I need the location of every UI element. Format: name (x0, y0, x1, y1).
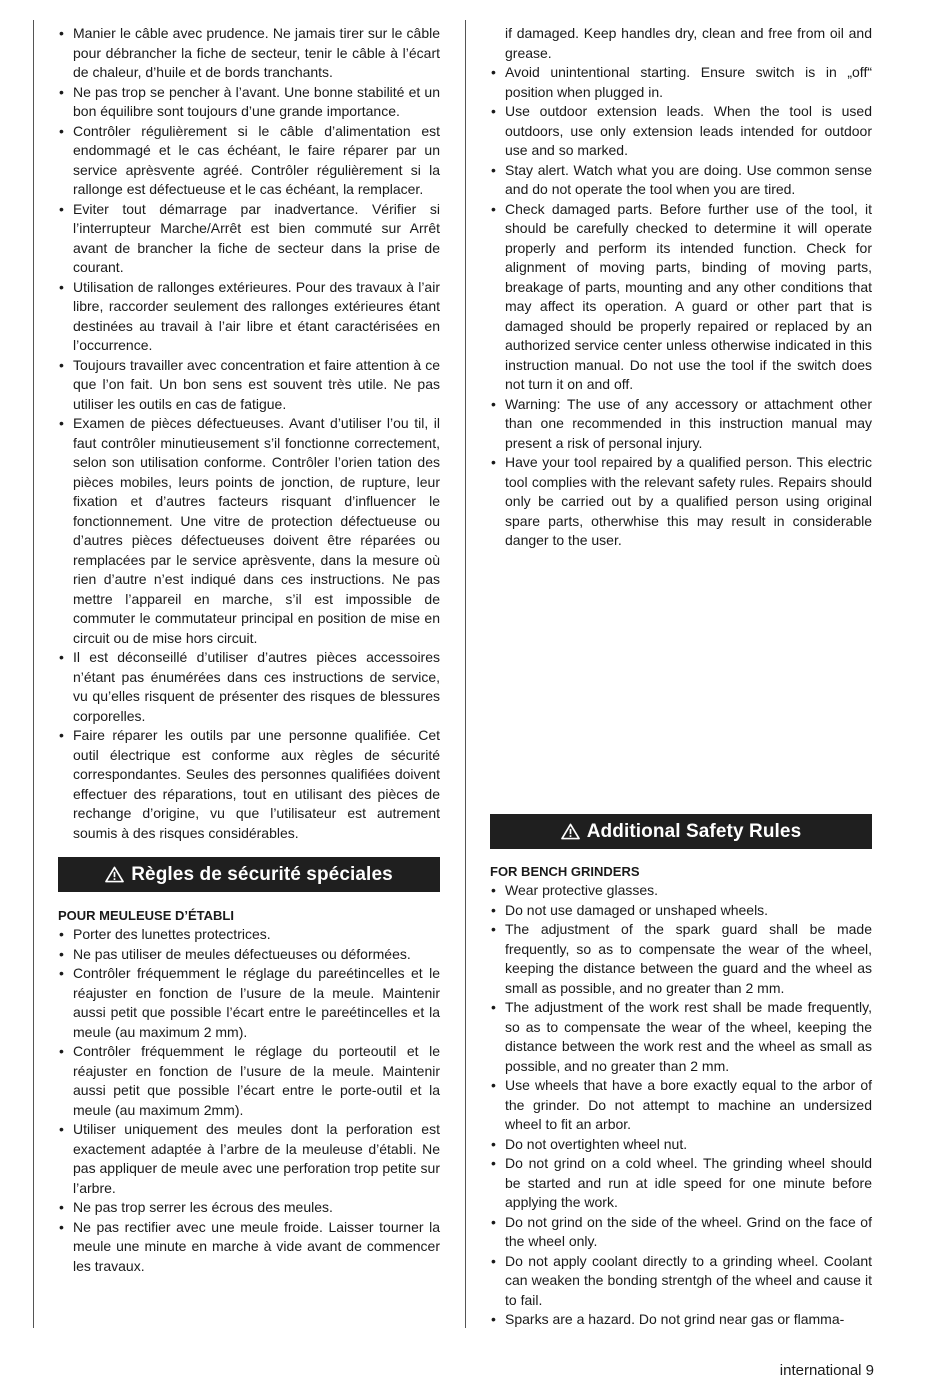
list-item: • Ne pas utiliser de meules défectueuses ou déformées. (58, 945, 440, 965)
general-rules-list-fr (58, 24, 440, 843)
section-banner-fr (58, 857, 440, 892)
page-footer: international 9 (779, 1362, 874, 1379)
list-item: • Contrôler fréquemment le réglage du pareétincelles et le réajuster en fonction de l’usure de la meule. Maintenir aussi petit que possible l’écart entre le pareétincelles et la meule (au maximum 2 mm). (58, 964, 440, 1042)
list-item: • The adjustment of the spark guard shall be made frequently, so as to compensate the wear of the wheel, keeping the distance between the guard and the wheel as small as possible, and no greater than 2 mm. (490, 920, 872, 998)
warning-triangle-icon (105, 866, 124, 883)
list-item: • Eviter tout démarrage par inadvertance. Vérifier si l’interrupteur Marche/Arrêt est bien commuté sur Arrêt avant de brancher la fiche de secteur dans la prise de courant. (58, 200, 440, 278)
list-item: • Do not grind on the side of the wheel. Grind on the face of the wheel only. (490, 1213, 872, 1252)
list-item: • Have your tool repaired by a qualified person. This electric tool complies with the relevant safety rules. Repairs should only be carried out by a qualified person using original spare parts, otherwhise this may result in considerable danger to the user. (490, 453, 872, 551)
list-item: • Il est déconseillé d’utiliser d’autres pièces accessoires n’étant pas énumérées dans ces instructions de service, vu qu’elles risquent de présenter des risques de blessures corporelles. (58, 648, 440, 726)
list-item: • Ne pas rectifier avec une meule froide. Laisser tourner la meule une minute en marche à vide avant de commencer les travaux. (58, 1218, 440, 1277)
list-item: • Do not overtighten wheel nut. (490, 1135, 872, 1155)
right-column (490, 24, 872, 551)
column-rule-middle (465, 20, 466, 1328)
list-item: • Do not grind on a cold wheel. The grinding wheel should be started and run at idle speed for one minute before applying the work. (490, 1154, 872, 1213)
list-item: • Use outdoor extension leads. When the tool is used outdoors, use only extension leads intended for outdoor use and so marked. (490, 102, 872, 161)
list-item: • Ne pas trop serrer les écrous des meules. (58, 1198, 440, 1218)
special-rules-list-en (490, 881, 872, 1330)
special-rules-list-fr (58, 925, 440, 1276)
section-subheading-en: FOR BENCH GRINDERS (490, 864, 640, 879)
section-subheading-fr: POUR MEULEUSE D’ÉTABLI (58, 908, 234, 923)
list-item: • Do not use damaged or unshaped wheels. (490, 901, 872, 921)
section-banner-title: Règles de sécurité spéciales (131, 863, 393, 885)
column-rule-left (33, 20, 34, 1328)
list-item: • Toujours travailler avec concentration et faire attention à ce que l’on fait. Un bon sens est souvent très utile. Ne pas utiliser les outils en cas de fatigue. (58, 356, 440, 415)
right-column-special (490, 862, 872, 1330)
list-item: • The adjustment of the work rest shall be made frequently, so as to compensate the wear of the wheel, keeping the distance between the work rest and the wheel as small as possible, and no greater than 2 mm. (490, 998, 872, 1076)
list-item: • Examen de pièces défectueuses. Avant d’utiliser l’ou til, il faut contrôler minutieusement s’il fonctionne correctement, selon son utilisation conforme. Contrôler l’orien tation des pièces mobiles, leurs points de jonction, de rupture, leur fixation et d’autres facteurs risquant d’influencer le fonctionnement. Une vitre de protection défectueuse ou d’autres pièces défectueuses doivent être réparées ou remplacées par le service aprèsvente, dans la mesure où rien d’autre n’est indiqué dans ces instructions. Ne pas mettre l’appareil en marche, s’il est impossible de commuter le commutateur principal en position de mise en circuit ou de mise hors circuit. (58, 414, 440, 648)
section-banner-title: Additional Safety Rules (586, 820, 802, 842)
list-item: • Check damaged parts. Before further use of the tool, it should be carefully checked to determine it will operate properly and perform its intended function. Check for alignment of moving parts, binding of moving parts, breakage of parts, mounting and any other conditions that may affect its operation. A guard or other part that is damaged should be properly repaired or replaced by an authorized service center unless otherwise indicated in this instruction manual. Do not use the tool if the switch does not turn it on and off. (490, 200, 872, 395)
list-item: • Sparks are a hazard. Do not grind near gas or flamma- (490, 1310, 872, 1330)
general-rules-list-en (490, 24, 872, 551)
warning-triangle-icon (561, 823, 580, 840)
list-item-continuation: if damaged. Keep handles dry, clean and free from oil and grease. (505, 25, 872, 61)
list-item: • Manier le câble avec prudence. Ne jamais tirer sur le câble pour débrancher la fiche de secteur, tenir le câble à l’écart de chaleur, d’huile et de bords tranchants. (58, 24, 440, 83)
list-item: • Use wheels that have a bore exactly equal to the arbor of the grinder. Do not attempt to machine an undersized wheel to fit an arbor. (490, 1076, 872, 1135)
section-banner-en (490, 814, 872, 849)
list-item: • Warning: The use of any accessory or attachment other than one recommended in this instruction manual may present a risk of personal injury. (490, 395, 872, 454)
list-item: • Utilisation de rallonges extérieures. Pour des travaux à l’air libre, raccorder seulement des rallonges extérieures étant destinées au travail à l’air libre et étant caractérisées en l’occurrence. (58, 278, 440, 356)
list-item: • Contrôler régulièrement si le câble d’alimentation est endommagé et le cas échéant, le faire réparer par un service aprèsvente agréé. Contrôler régulièrement si la rallonge est défectueuse et le cas échéant, la remplacer. (58, 122, 440, 200)
list-item: • Avoid unintentional starting. Ensure switch is in „off“ position when plugged in. (490, 63, 872, 102)
list-item: • Wear protective glasses. (490, 881, 872, 901)
list-item: • Do not apply coolant directly to a grinding wheel. Coolant can weaken the bonding strentgh of the wheel and cause it to fail. (490, 1252, 872, 1311)
list-item: • Utiliser uniquement des meules dont la perforation est exactement adaptée à l’arbre de la meuleuse d’établi. Ne pas appliquer de meule avec une perforation trop petite sur l’arbre. (58, 1120, 440, 1198)
list-item: • Stay alert. Watch what you are doing. Use common sense and do not operate the tool when you are tired. (490, 161, 872, 200)
list-item: • Porter des lunettes protectrices. (58, 925, 440, 945)
list-item: • Faire réparer les outils par une personne qualifiée. Cet outil électrique est conforme aux règles de sécurité correspondantes. Seules des personnes qualifiées doivent effectuer des réparations, tout en utilisant des pièces de rechange d’origine, vu que l’utilisateur est autrement soumis à des risques considérables. (58, 726, 440, 843)
list-item: • Contrôler fréquemment le réglage du porteoutil et le réajuster en fonction de l’usure de la meule. Maintenir aussi petit que possible l’écart entre le porte-outil et la meule (au maximum 2mm). (58, 1042, 440, 1120)
list-item: • Ne pas trop se pencher à l’avant. Une bonne stabilité et un bon équilibre sont toujours d’une grande importance. (58, 83, 440, 122)
left-column (58, 24, 440, 1276)
